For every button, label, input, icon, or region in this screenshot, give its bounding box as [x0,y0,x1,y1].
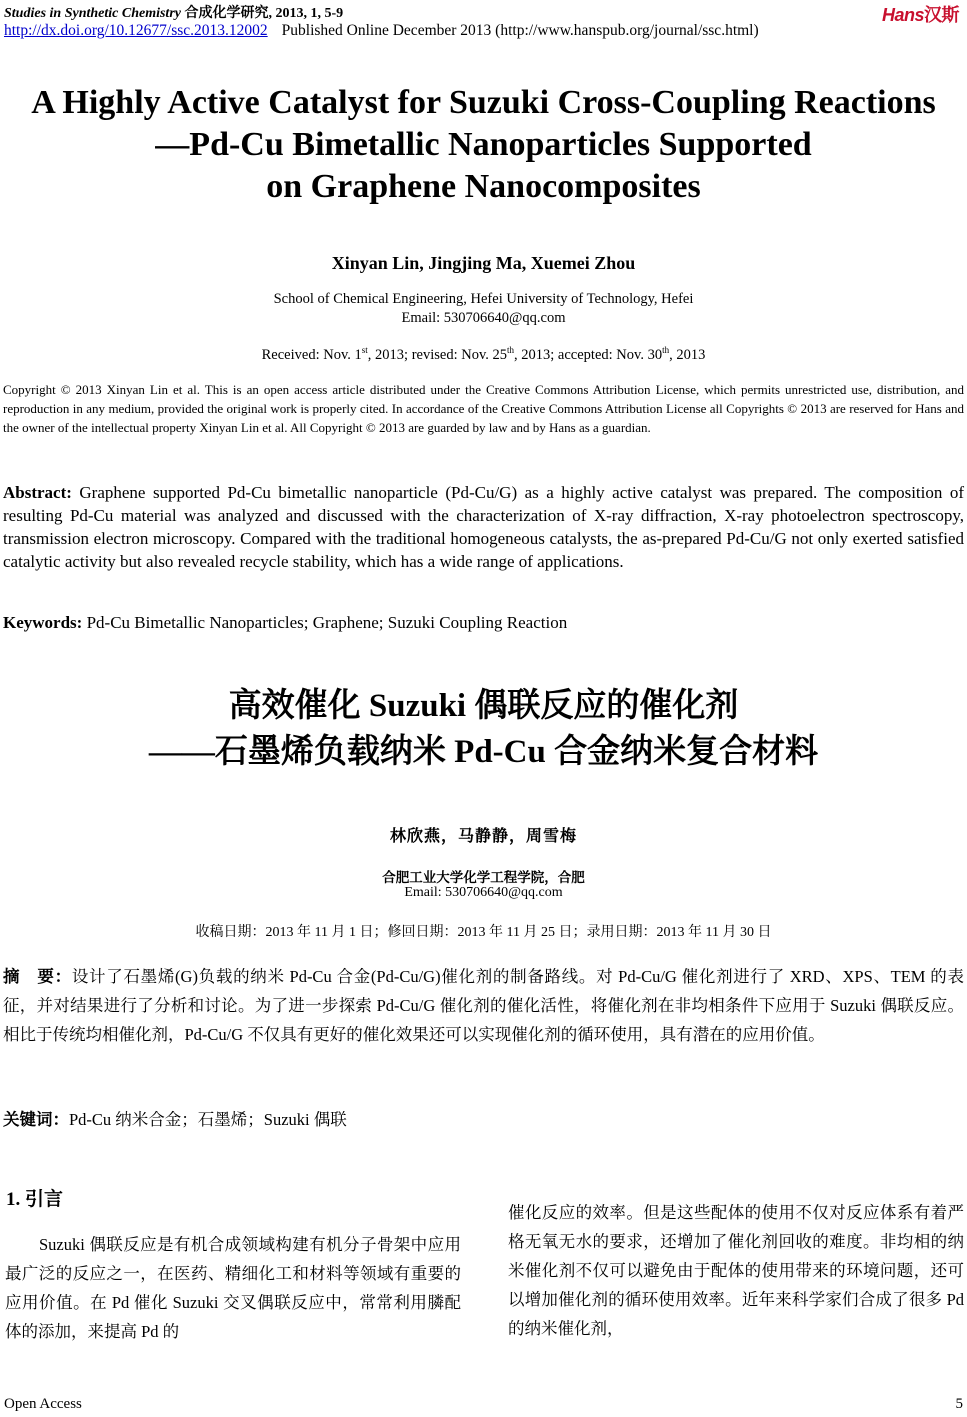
title-cn-line1: 高效催化 Suzuki 偶联反应的催化剂 [228,688,739,724]
logo-cn: 汉斯 [924,5,959,25]
title-cn [0,683,967,775]
email-en: Email: 530706640@qq.com [401,310,566,326]
keywords-cn-text: Pd-Cu 纳米合金；石墨烯；Suzuki 偶联 [69,1110,347,1129]
intro-left-column: Suzuki 偶联反应是有机合成领域构建有机分子骨架中应用最广泛的反应之一，在医药、精细化工和材料等领域有重要的应用价值。在 Pd 催化 Suzuki 交叉偶联反应中，常常利用膦配体的添加，来提高 Pd 的 [5,1235,461,1341]
abstract-cn-text: 设计了石墨烯(G)负载的纳米 Pd-Cu 合金(Pd-Cu/G)催化剂的制备路线。对 Pd-Cu/G 催化剂进行了 XRD、XPS、TEM 的表征，并对结果进行了分析和讨论。为了进一步探索 Pd-Cu/G 催化剂的催化活性，将催化剂在非均相条件下应用于 Suzuki 偶联反应。相比于传统均相催化剂，Pd-Cu/G 不仅具有更好的催化效果还可以实现催化剂的循环使用，具有潜在的应用价值。 [3,967,965,1044]
dates-en [0,345,967,364]
authors-en: Xinyan Lin, Jingjing Ma, Xuemei Zhou [331,253,636,273]
email-cn: Email: 530706640@qq.com [404,885,563,900]
logo-latin: Hans [881,5,924,25]
header-links [4,22,759,40]
abstract-cn-label: 摘 要： [3,967,72,986]
affiliation-block-en [0,290,967,328]
title-en-line3: on Graphene Nanocomposites [266,168,701,205]
keywords-cn-label: 关键词： [3,1110,69,1129]
title-en-line2: —Pd-Cu Bimetallic Nanoparticles Supported [155,126,812,163]
keywords-en-label: Keywords: [3,613,83,632]
abstract-en-text: Graphene supported Pd-Cu bimetallic nanoparticle (Pd-Cu/G) as a highly active catalyst was prepared. The composition of resulting Pd-Cu material was analyzed and discussed with the characterization of X-ray diffraction, X-ray photoelectron spectroscopy, transmission electron microscopy. Compared with the traditional homogeneous catalysts, the as-prepared Pd-Cu/G not only exerted satisfied catalytic activity but also revealed recycle stability, which has a wide range of applications. [3,483,964,571]
abstract-en [3,481,964,573]
journal-info: 合成化学研究, 2013, 1, 5-9 [180,6,344,21]
page-number: 5 [955,1396,963,1412]
published-info: Published Online December 2013 (http://www.hanspub.org/journal/ssc.html) [281,22,759,39]
dates-year: , 2013 [669,346,706,363]
accepted-date: , 2013; accepted: Nov. 30 [514,346,663,363]
abstract-en-label: Abstract: [3,483,72,502]
hans-logo [882,1,959,27]
keywords-cn [3,1106,964,1130]
title-en-line1: A Highly Active Catalyst for Suzuki Cross-Coupling Reactions [31,84,936,121]
section-heading-introduction: 1. 引言 [6,1189,64,1210]
journal-header [4,2,343,22]
abstract-cn [3,962,964,1049]
keywords-en-text: Pd-Cu Bimetallic Nanoparticles; Graphene; Suzuki Coupling Reaction [82,613,568,632]
journal-name: Studies in Synthetic Chemistry [4,6,181,21]
received-sup: st [361,345,368,355]
affiliation-cn: 合肥工业大学化学工程学院，合肥 [382,870,585,885]
doi-link[interactable]: http://dx.doi.org/10.12677/ssc.2013.12002 [4,22,268,39]
affiliation-en: School of Chemical Engineering, Hefei University of Technology, Hefei [273,291,694,307]
keywords-en [3,613,964,633]
title-en [0,82,967,208]
accepted-sup: th [662,345,670,355]
footer-open-access: Open Access [4,1396,82,1412]
dates-cn: 收稿日期：2013 年 11 月 1 日；修回日期：2013 年 11 月 25 日；录用日期：2013 年 11 月 30 日 [195,925,772,940]
title-cn-line2: ——石墨烯负载纳米 Pd-Cu 合金纳米复合材料 [148,734,819,770]
copyright-notice: Copyright © 2013 Xinyan Lin et al. This is an open access article distributed under the Creative Commons Attribution License, which permits unrestricted use, distribution, and reproduction in any medium, provided the original work is properly cited. In accordance of the Creative Commons Attribution License all Copyrights © 2013 are reserved for Hans and the owner of the intellectual property Xinyan Lin et al. All Copyright © 2013 are guarded by law and by Hans as a guardian. [3,382,964,435]
revised-sup: th [507,345,515,355]
revised-date: , 2013; revised: Nov. 25 [367,346,508,363]
received-date: Received: Nov. 1 [261,346,362,363]
authors-cn: 林欣燕，马静静，周雪梅 [389,828,577,845]
intro-right-column: 催化反应的效率。但是这些配体的使用不仅对反应体系有着严格无氧无水的要求，还增加了催化剂回收的难度。非均相的纳米催化剂不仅可以避免由于配体的使用带来的环境问题，还可以增加催化剂的循环使用效率。近年来科学家们合成了很多 Pd 的纳米催化剂， [508,1203,964,1338]
